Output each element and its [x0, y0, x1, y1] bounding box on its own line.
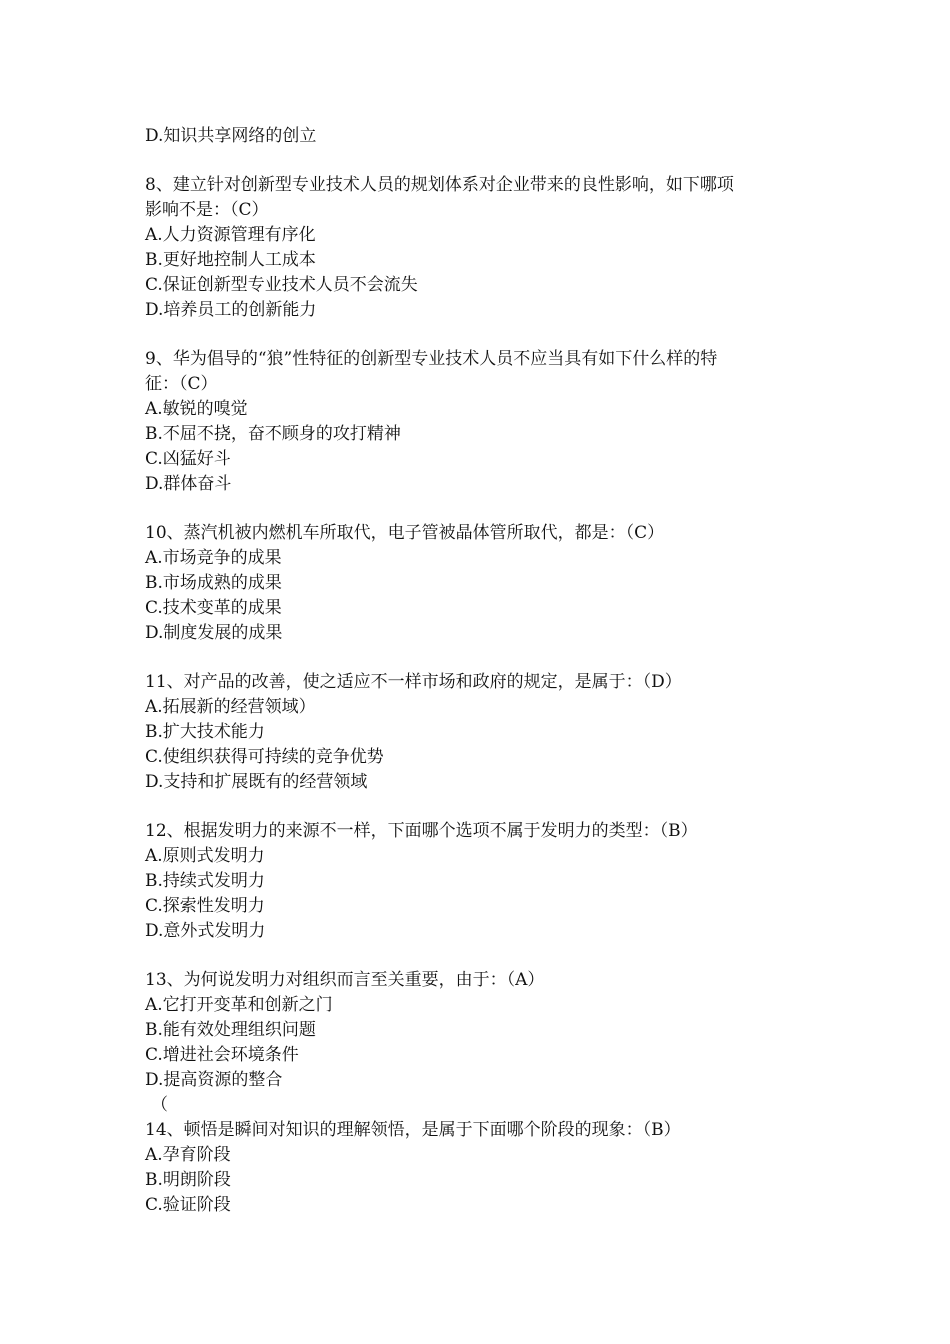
question-block-13 [145, 968, 825, 1093]
question-block-8 [145, 173, 825, 323]
option-line: B.持续式发明力 [145, 871, 265, 891]
spacer [145, 149, 825, 173]
spacer [145, 795, 825, 819]
option-line: B.明朗阶段 [145, 1170, 231, 1190]
spacer [145, 497, 825, 521]
option-line: C.增进社会环境条件 [145, 1045, 299, 1065]
option-line: A.拓展新的经营领域） [145, 697, 316, 717]
option-line: C.探索性发明力 [145, 896, 265, 916]
question-stem: 影响不是：（C） [145, 200, 269, 220]
option-line: A.市场竞争的成果 [145, 548, 282, 568]
question-block-12 [145, 819, 825, 944]
question-stem: 12、根据发明力的来源不一样，下面哪个选项不属于发明力的类型：（B） [145, 821, 698, 841]
option-line: A.它打开变革和创新之门 [145, 995, 333, 1015]
option-line: C.凶猛好斗 [145, 449, 231, 469]
question-stem: 9、华为倡导的“狼”性特征的创新型专业技术人员不应当具有如下什么样的特 [145, 349, 718, 369]
option-line: C.技术变革的成果 [145, 598, 282, 618]
option-line: B.更好地控制人工成本 [145, 250, 316, 270]
option-line: A.原则式发明力 [145, 846, 265, 866]
spacer [145, 646, 825, 670]
question-block-11 [145, 670, 825, 795]
option-line: A.孕育阶段 [145, 1145, 231, 1165]
option-line: D.知识共享网络的创立 [145, 126, 317, 146]
option-line: D.制度发展的成果 [145, 623, 283, 643]
question-stem: 征：（C） [145, 374, 218, 394]
option-line: C.使组织获得可持续的竞争优势 [145, 747, 384, 767]
option-line: C.保证创新型专业技术人员不会流失 [145, 275, 418, 295]
question-stem: 10、蒸汽机被内燃机车所取代，电子管被晶体管所取代，都是：（C） [145, 523, 665, 543]
option-line: D.提高资源的整合 [145, 1070, 283, 1090]
question-stem: 11、对产品的改善，使之适应不一样市场和政府的规定，是属于：（D） [145, 672, 682, 692]
option-line: A.人力资源管理有序化 [145, 225, 316, 245]
question-block-10 [145, 521, 825, 646]
question-stem: 14、顿悟是瞬间对知识的理解领悟，是属于下面哪个阶段的现象：（B） [145, 1120, 681, 1140]
option-line: B.扩大技术能力 [145, 722, 265, 742]
spacer [145, 944, 825, 968]
question-block-9 [145, 347, 825, 497]
question-stem: 8、建立针对创新型专业技术人员的规划体系对企业带来的良性影响，如下哪项 [145, 175, 734, 195]
stray-mark: （ [151, 1095, 168, 1115]
option-line: C.验证阶段 [145, 1195, 231, 1215]
option-line: A.敏锐的嗅觉 [145, 399, 248, 419]
option-line: B.能有效处理组织问题 [145, 1020, 316, 1040]
option-line: B.不屈不挠，奋不顾身的攻打精神 [145, 424, 401, 444]
question-block-14 [145, 1118, 825, 1218]
document-page [145, 124, 825, 1218]
option-line: D.群体奋斗 [145, 474, 232, 494]
spacer [145, 323, 825, 347]
option-line: D.意外式发明力 [145, 921, 266, 941]
option-line: B.市场成熟的成果 [145, 573, 282, 593]
question-stem: 13、为何说发明力对组织而言至关重要，由于：（A） [145, 970, 545, 990]
option-line: D.支持和扩展既有的经营领域 [145, 772, 368, 792]
option-line: D.培养员工的创新能力 [145, 300, 317, 320]
